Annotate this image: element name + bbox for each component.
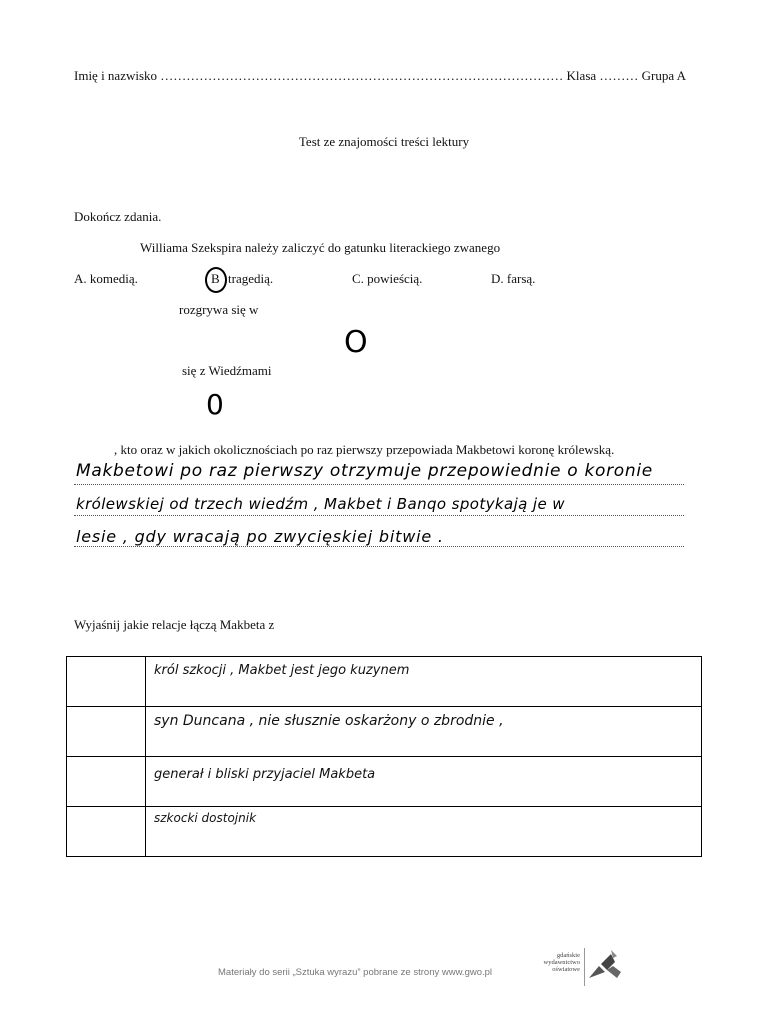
header-line xyxy=(74,68,686,84)
option-a: A. komedią. xyxy=(74,271,138,286)
row-answer-cell xyxy=(146,707,702,757)
class-dots: ……… xyxy=(599,68,639,83)
handwritten-answer-line-3: lesie , gdy wracają po zwycięskiej bitwie . xyxy=(76,527,444,546)
row-label-cell xyxy=(67,757,146,807)
handwritten-answer-line-2: królewskiej od trzech wiedźm , Makbet i Banqo spotykają je w xyxy=(76,495,565,513)
question1-text: Williama Szekspira należy zaliczyć do gatunku literackiego zwanego xyxy=(140,240,501,255)
option-b-letter: B xyxy=(211,271,220,286)
handwritten-answer-line-1: Makbetowi po raz pierwszy otrzymuje przepowiednie o koronie xyxy=(76,461,653,481)
logo-divider xyxy=(584,948,585,986)
class-label: Klasa xyxy=(566,68,597,83)
handwritten-mark-q3: 0 xyxy=(206,388,225,421)
footer-text: Materiały do serii „Sztuka wyrazu” pobrane ze strony www.gwo.pl xyxy=(218,967,493,978)
row-label-cell xyxy=(67,707,146,757)
table-row xyxy=(67,807,702,857)
logo-line: oświatowe xyxy=(552,966,580,973)
group-label: Grupa A xyxy=(641,68,687,83)
answer-dotline-1 xyxy=(74,484,684,485)
section1-heading: Dokończ zdania. xyxy=(74,209,162,224)
question3-text: się z Wiedźmami xyxy=(182,363,272,378)
answer-dotline-3 xyxy=(74,546,684,547)
question4-text: , kto oraz w jakich okolicznościach po raz pierwszy przepowiada Makbetowi koronę królewską. xyxy=(114,442,615,457)
name-label: Imię i nazwisko xyxy=(74,68,158,83)
answer-dotline-2 xyxy=(74,515,684,516)
handwritten-answer: szkocki dostojnik xyxy=(154,811,257,825)
row-answer-cell xyxy=(146,657,702,707)
row-label-cell xyxy=(67,657,146,707)
logo-line: wydawnictwo xyxy=(543,959,580,966)
name-dots: ………………………………………………………………………………… xyxy=(160,68,564,83)
option-c: C. powieścią. xyxy=(352,271,423,286)
row-answer-cell xyxy=(146,807,702,857)
handwritten-answer: król szkocji , Makbet jest jego kuzynem xyxy=(154,663,410,678)
table-row xyxy=(67,657,702,707)
page-title: Test ze znajomości treści lektury xyxy=(298,134,470,149)
answer-circle-mark xyxy=(205,267,227,293)
handwritten-mark-q2: O xyxy=(344,325,369,360)
gwo-logo-icon xyxy=(587,948,627,984)
relations-table xyxy=(66,656,702,857)
section2-heading: Wyjaśnij jakie relacje łączą Makbeta z xyxy=(74,617,275,632)
publisher-logo xyxy=(530,948,630,988)
table-row xyxy=(67,757,702,807)
logo-text xyxy=(530,952,580,973)
row-answer-cell xyxy=(146,757,702,807)
logo-line: gdańskie xyxy=(556,952,580,959)
handwritten-answer: generał i bliski przyjaciel Makbeta xyxy=(154,767,376,782)
handwritten-answer: syn Duncana , nie słusznie oskarżony o zbrodnie , xyxy=(154,713,504,729)
option-b-text: tragedią. xyxy=(228,271,274,286)
table-row xyxy=(67,707,702,757)
option-d: D. farsą. xyxy=(491,271,536,286)
row-label-cell xyxy=(67,807,146,857)
question2-text: rozgrywa się w xyxy=(179,302,259,317)
